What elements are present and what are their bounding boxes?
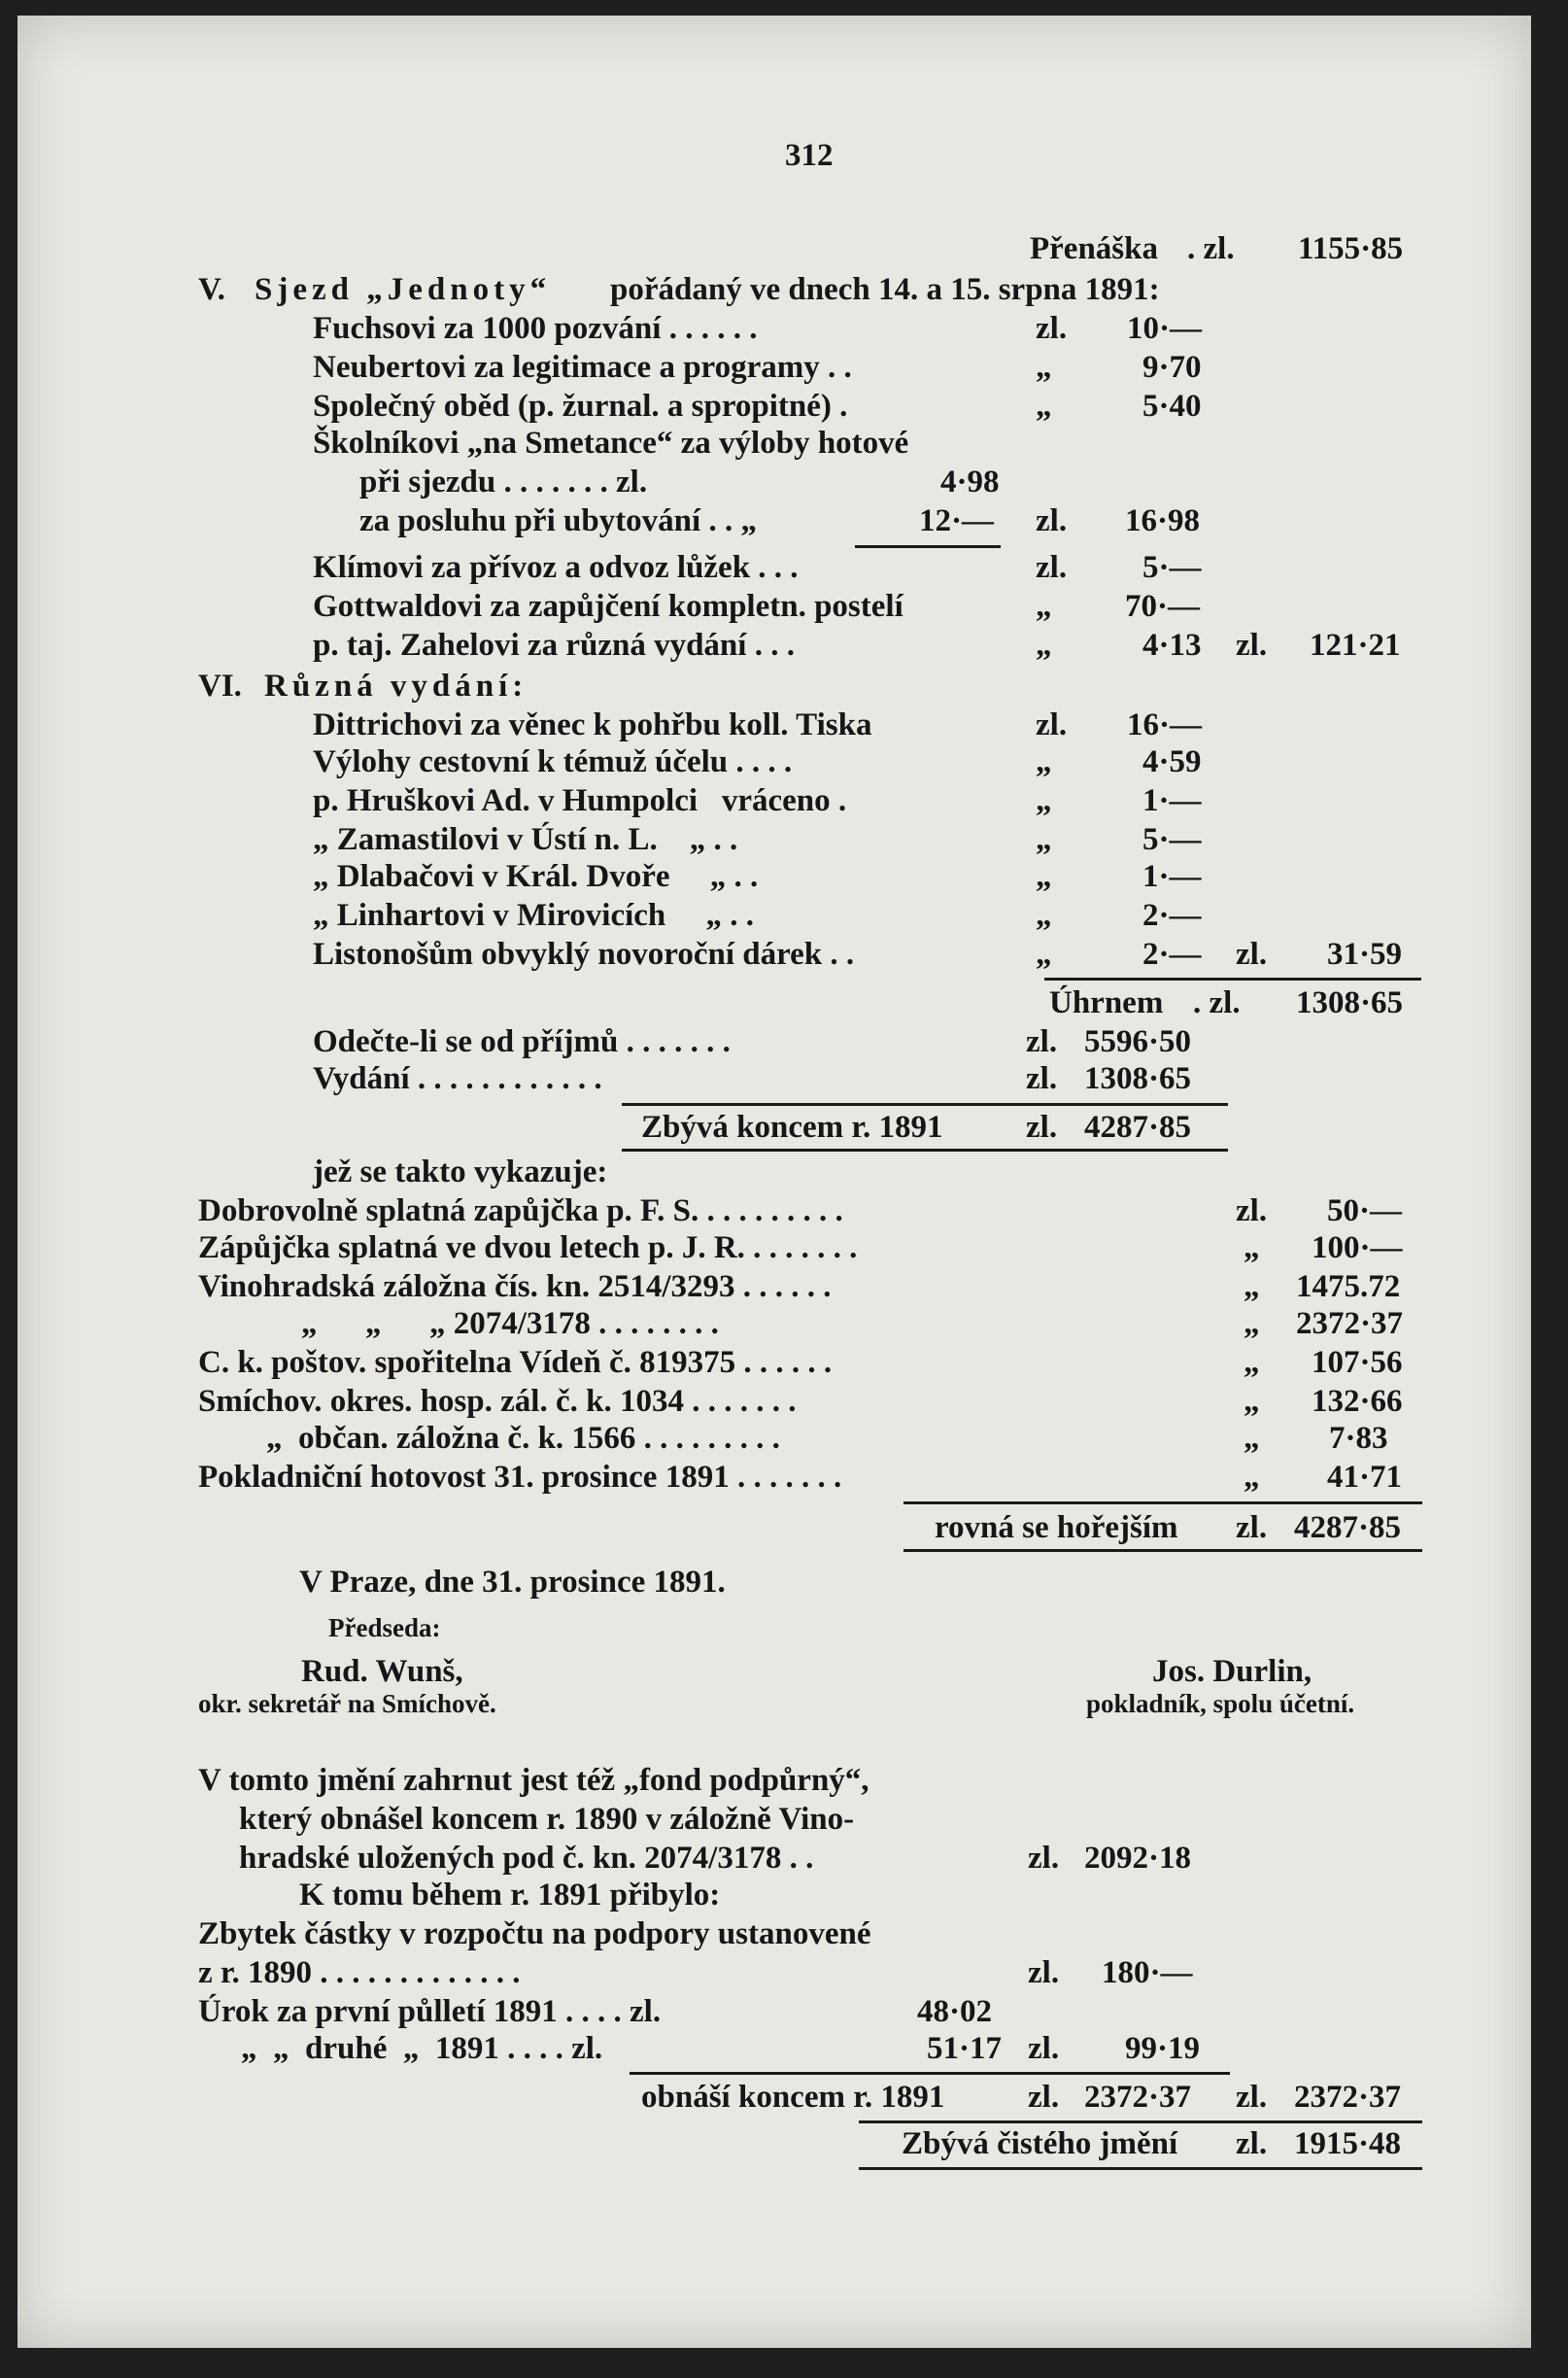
fund-line-10-amount: 1915·48	[1294, 2126, 1402, 2161]
vi-row-6-amount: 2·—	[1142, 898, 1202, 933]
fund-line-10-currency: zl.	[1236, 2126, 1268, 2161]
v-row-6-amount: 70·—	[1125, 589, 1201, 624]
vi-row-4-text: „ Zamastilovi v Ústí n. L. „ . .	[313, 822, 738, 857]
fund-line-9-currency: zl.	[1028, 2080, 1060, 2115]
carry-currency: . zl.	[1187, 231, 1235, 266]
chair-name: Rud. Wunš,	[301, 1654, 463, 1689]
fund-line-6-currency: zl.	[1028, 1955, 1060, 1990]
v-row-1-amount: 10·—	[1127, 311, 1203, 346]
vi-row-3-text: p. Hruškovi Ad. v Humpolci vráceno .	[313, 783, 847, 818]
vi-row-7-total-currency: zl.	[1236, 937, 1268, 972]
asset-5-text: C. k. poštov. spořitelna Vídeň č. 819375 . . . . . .	[198, 1345, 833, 1380]
vi-row-4-amount: 5·—	[1142, 822, 1202, 857]
asset-3-amount: 1475.72	[1296, 1269, 1401, 1304]
v-row-3-text: Společný oběd (p. žurnal. a spropitné) .	[313, 389, 848, 424]
v-row-7-currency: „	[1036, 628, 1052, 663]
fund-final-bottom-rule	[859, 2167, 1422, 2170]
fund-line-6-amount: 180·—	[1102, 1955, 1193, 1990]
v-row-1-currency: zl.	[1036, 311, 1068, 346]
closing-date: V Praze, dne 31. prosince 1891.	[299, 1565, 726, 1600]
fund-line-2: který obnášel koncem r. 1890 v záložně Vino-	[239, 1802, 855, 1837]
fund-line-3-amount: 2092·18	[1084, 1841, 1192, 1876]
income-text: Odečte-li se od příjmů . . . . . . .	[313, 1024, 731, 1059]
vi-row-1-currency: zl.	[1036, 707, 1068, 742]
vi-row-3-currency: „	[1036, 783, 1052, 818]
asset-7-amount: 7·83	[1329, 1421, 1388, 1456]
asset-6-amount: 132·66	[1312, 1384, 1403, 1419]
v-row-4c-amount: 12·—	[919, 503, 995, 538]
uhrnem-label: Úhrnem	[1049, 985, 1164, 1020]
section-vi-number: VI.	[198, 669, 242, 704]
v-row-3-amount: 5·40	[1142, 389, 1202, 424]
vi-row-2-currency: „	[1036, 744, 1052, 779]
vi-row-2-amount: 4·59	[1142, 744, 1202, 779]
assets-equal-amount: 4287·85	[1294, 1510, 1402, 1545]
section-v-heading-rest: pořádaný ve dnech 14. a 15. srpna 1891:	[610, 272, 1160, 307]
v-subtotal-rule	[855, 545, 1001, 548]
remain-text: Zbývá koncem r. 1891	[641, 1110, 943, 1145]
fund-sum-rule	[1010, 2072, 1230, 2075]
section-v-number: V.	[198, 272, 225, 307]
asset-2-currency: „	[1244, 1230, 1260, 1265]
expense-currency: zl.	[1026, 1061, 1058, 1096]
v-row-4b-amount: 4·98	[940, 465, 1000, 500]
vi-row-7-amount: 2·—	[1142, 937, 1202, 972]
asset-6-text: Smíchov. okres. hosp. zál. č. k. 1034 . . . . . . .	[198, 1384, 797, 1419]
asset-2-text: Zápůjčka splatná ve dvou letech p. J. R. . . . . . . .	[198, 1230, 858, 1265]
v-row-4c-text: za posluhu při ubytování . . „	[359, 503, 757, 538]
page-number: 312	[785, 138, 834, 173]
assets-equal-currency: zl.	[1236, 1510, 1268, 1545]
v-row-3-currency: „	[1036, 389, 1052, 424]
vi-row-1-text: Dittrichovi za věnec k pohřbu koll. Tiska	[313, 707, 872, 742]
v-row-6-text: Gottwaldovi za zapůjčení kompletn. postelí	[313, 589, 903, 624]
asset-6-currency: „	[1244, 1384, 1260, 1419]
v-row-7-amount: 4·13	[1142, 628, 1202, 663]
assets-intro: jež se takto vykazuje:	[313, 1155, 608, 1189]
remain-bottom-rule	[622, 1149, 1228, 1152]
v-row-4-text: Školníkovi „na Smetance“ za výloby hotové	[313, 426, 909, 461]
treasurer-name: Jos. Durlin,	[1152, 1654, 1312, 1689]
asset-5-amount: 107·56	[1312, 1345, 1403, 1380]
asset-4-currency: „	[1244, 1306, 1260, 1341]
vi-row-1-amount: 16·—	[1127, 707, 1203, 742]
fund-line-7-amount: 48·02	[917, 1994, 993, 2029]
asset-1-currency: zl.	[1236, 1193, 1268, 1228]
remain-amount: 4287·85	[1084, 1110, 1192, 1145]
v-row-2-amount: 9·70	[1142, 350, 1202, 385]
section-v-title: Sjezd „Jednoty“	[255, 272, 552, 307]
fund-line-10-text: Zbývá čistého jmění	[902, 2126, 1178, 2161]
vi-row-4-currency: „	[1036, 822, 1052, 857]
fund-line-1: V tomto jmění zahrnut jest též „fond podpůrný“,	[198, 1763, 869, 1798]
uhrnem-currency: . zl.	[1193, 985, 1241, 1020]
fund-line-8-total: 99·19	[1125, 2031, 1201, 2066]
asset-3-currency: „	[1244, 1269, 1260, 1304]
treasurer-title: pokladník, spolu účetní.	[1086, 1689, 1355, 1718]
fund-line-9-text: obnáší koncem r. 1891	[641, 2080, 945, 2115]
asset-5-currency: „	[1244, 1345, 1260, 1380]
asset-8-text: Pokladniční hotovost 31. prosince 1891 . . . . . . .	[198, 1460, 842, 1495]
asset-4-amount: 2372·37	[1296, 1306, 1404, 1341]
section-vi-title: Různá vydání:	[264, 669, 528, 704]
expense-text: Vydání . . . . . . . . . . . .	[313, 1061, 602, 1096]
total-rule	[1044, 978, 1421, 981]
asset-1-amount: 50·—	[1327, 1193, 1403, 1228]
vi-row-7-total: 31·59	[1327, 937, 1403, 972]
v-row-2-text: Neubertovi za legitimace a programy . .	[313, 350, 852, 385]
carry-amount: 1155·85	[1298, 231, 1404, 266]
asset-3-text: Vinohradská záložna čís. kn. 2514/3293 . . . . . .	[198, 1269, 832, 1304]
asset-8-amount: 41·71	[1327, 1460, 1403, 1495]
v-row-4b-text: při sjezdu . . . . . . . zl.	[359, 465, 648, 500]
fund-line-7-text: Úrok za první půlletí 1891 . . . . zl.	[198, 1994, 662, 2029]
asset-7-currency: „	[1244, 1421, 1260, 1456]
fund-line-3-currency: zl.	[1028, 1841, 1060, 1876]
v-row-7-total: 121·21	[1310, 628, 1401, 663]
income-amount: 5596·50	[1084, 1024, 1192, 1059]
fund-line-8-text: „ „ druhé „ 1891 . . . . zl.	[241, 2031, 603, 2066]
fund-line-9-amount: 2372·37	[1084, 2080, 1192, 2115]
v-row-4c-currency: zl.	[1036, 503, 1068, 538]
vi-row-5-amount: 1·—	[1142, 859, 1202, 894]
fund-line-4: K tomu během r. 1891 přibylo:	[299, 1878, 721, 1913]
chair-label: Předseda:	[328, 1613, 441, 1642]
v-row-5-amount: 5·—	[1142, 550, 1202, 585]
asset-7-text: „ občan. záložna č. k. 1566 . . . . . . . . .	[266, 1421, 780, 1456]
vi-row-5-currency: „	[1036, 859, 1052, 894]
v-row-5-text: Klímovi za přívoz a odvoz lůžek . . .	[313, 550, 799, 585]
vi-row-7-text: Listonošům obvyklý novoroční dárek . .	[313, 937, 855, 972]
assets-equal-rule	[903, 1549, 1422, 1552]
v-row-7-total-currency: zl.	[1236, 628, 1268, 663]
asset-8-currency: „	[1244, 1460, 1260, 1495]
v-row-6-currency: „	[1036, 589, 1052, 624]
expense-amount: 1308·65	[1084, 1061, 1192, 1096]
asset-1-text: Dobrovolně splatná zapůjčka p. F. S. . . . . . . . . .	[198, 1193, 843, 1228]
income-currency: zl.	[1026, 1024, 1058, 1059]
remain-top-rule	[622, 1103, 1228, 1106]
chair-title: okr. sekretář na Smíchově.	[198, 1689, 496, 1718]
vi-row-3-amount: 1·—	[1142, 783, 1202, 818]
v-row-2-currency: „	[1036, 350, 1052, 385]
uhrnem-amount: 1308·65	[1296, 985, 1404, 1020]
fund-line-9-total: 2372·37	[1294, 2080, 1402, 2115]
vi-row-7-currency: „	[1036, 937, 1052, 972]
asset-2-amount: 100·—	[1312, 1230, 1403, 1265]
fund-final-top-rule	[859, 2120, 1422, 2123]
fund-line-9-total-currency: zl.	[1236, 2080, 1268, 2115]
v-row-4c-total: 16·98	[1125, 503, 1201, 538]
vi-row-2-text: Výlohy cestovní k témuž účelu . . . .	[313, 744, 793, 779]
v-row-1-text: Fuchsovi za 1000 pozvání . . . . . .	[313, 311, 758, 346]
v-row-7-text: p. taj. Zahelovi za různá vydání . . .	[313, 628, 795, 663]
carry-label: Přenáška	[1030, 231, 1158, 266]
vi-row-6-text: „ Linhartovi v Mirovicích „ . .	[313, 898, 755, 933]
fund-line-5: Zbytek částky v rozpočtu na podpory ustanovené	[198, 1916, 871, 1951]
fund-sum-rule-left	[630, 2072, 1010, 2075]
fund-line-8-amount: 51·17	[927, 2031, 1003, 2066]
fund-line-8-currency: zl.	[1028, 2031, 1060, 2066]
v-row-5-currency: zl.	[1036, 550, 1068, 585]
vi-row-6-currency: „	[1036, 898, 1052, 933]
assets-total-rule	[903, 1501, 1422, 1504]
fund-line-6-text: z r. 1890 . . . . . . . . . . . . .	[198, 1955, 521, 1990]
assets-equal-text: rovná se hořejším	[935, 1510, 1178, 1545]
asset-4-text: „ „ „ 2074/3178 . . . . . . . .	[301, 1306, 719, 1341]
vi-row-5-text: „ Dlabačovi v Král. Dvoře „ . .	[313, 859, 759, 894]
fund-line-3-text: hradské uložených pod č. kn. 2074/3178 . .	[239, 1841, 814, 1876]
remain-currency: zl.	[1026, 1110, 1058, 1145]
